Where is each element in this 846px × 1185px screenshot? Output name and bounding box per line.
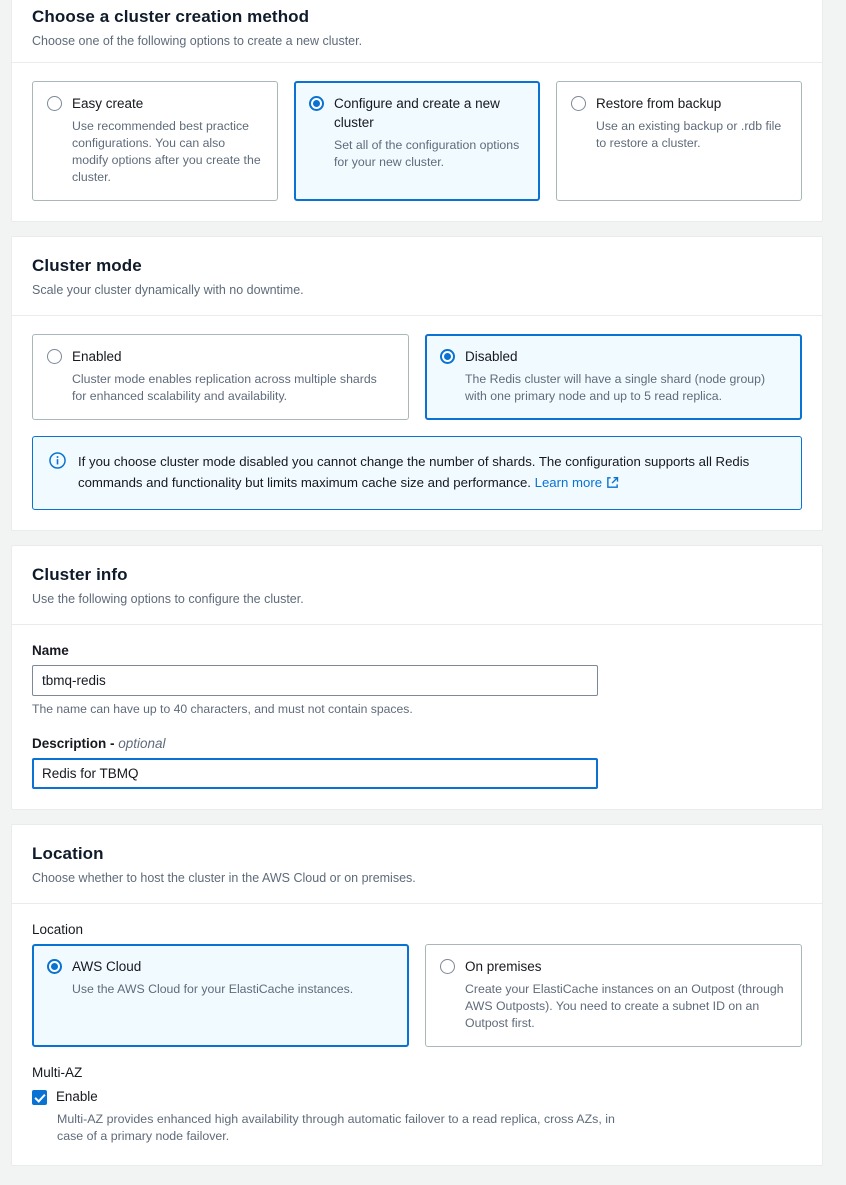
cluster-info-title: Cluster info: [32, 565, 128, 584]
radio-restore-from-backup[interactable]: [571, 96, 586, 111]
option-on-premises[interactable]: [425, 944, 802, 1047]
option-cluster-mode-disabled[interactable]: [425, 334, 802, 420]
option-easy-create-label: Easy create: [72, 96, 144, 111]
cluster-info-header: [12, 546, 822, 624]
description-label: [32, 736, 802, 751]
description-optional-text: optional: [118, 736, 166, 751]
option-cluster-mode-enabled-label: Enabled: [72, 349, 122, 364]
description-label-text: Description -: [32, 736, 119, 751]
option-on-premises-label: On premises: [465, 959, 542, 974]
cluster-mode-body: [12, 316, 822, 420]
radio-on-premises[interactable]: [440, 959, 455, 974]
location-field-label: Location: [32, 922, 84, 937]
option-cluster-mode-enabled[interactable]: [32, 334, 409, 420]
option-restore-from-backup-text: [596, 94, 787, 152]
option-easy-create[interactable]: [32, 81, 278, 201]
option-configure-create[interactable]: [294, 81, 540, 201]
multi-az-label: Multi-AZ: [32, 1065, 83, 1080]
option-configure-create-label: Configure and create a new cluster: [334, 96, 500, 130]
cluster-mode-title: Cluster mode: [32, 256, 142, 275]
radio-easy-create[interactable]: [47, 96, 62, 111]
cluster-mode-info-message: If you choose cluster mode disabled you cannot change the number of shards. The configuration supports all Redis commands and functionality but limits maximum cache size and performance.: [78, 454, 750, 490]
option-aws-cloud-desc: Use the AWS Cloud for your ElastiCache instances.: [72, 982, 354, 996]
option-easy-create-text: [72, 94, 263, 186]
name-hint: The name can have up to 40 characters, and must not contain spaces.: [32, 702, 413, 716]
card-cluster-info: [11, 545, 823, 810]
multi-az-checkbox[interactable]: [32, 1090, 47, 1105]
option-restore-from-backup[interactable]: [556, 81, 802, 201]
cluster-info-body: [12, 625, 822, 809]
location-body: [12, 904, 822, 1165]
description-input[interactable]: [32, 758, 598, 789]
card-location: [11, 824, 823, 1166]
option-on-premises-text: [465, 957, 787, 1032]
multi-az-enable-row[interactable]: [32, 1088, 802, 1106]
creation-method-header: [12, 0, 822, 62]
location-subtitle: Choose whether to host the cluster in the AWS Cloud or on premises.: [32, 871, 416, 885]
option-configure-create-desc: Set all of the configuration options for your new cluster.: [334, 138, 520, 169]
option-easy-create-desc: Use recommended best practice configurations. You can also modify options after you create the cluster.: [72, 119, 261, 184]
multi-az-enable-label: Enable: [56, 1089, 98, 1104]
cluster-mode-info-alert: [32, 436, 802, 510]
learn-more-link[interactable]: Learn more: [534, 475, 603, 490]
location-options: [32, 944, 802, 1047]
location-title: Location: [32, 844, 104, 863]
creation-method-subtitle: Choose one of the following options to create a new cluster.: [32, 34, 363, 48]
cluster-mode-subtitle: Scale your cluster dynamically with no downtime.: [32, 283, 304, 297]
option-cluster-mode-disabled-desc: The Redis cluster will have a single shard (node group) with one primary node and up to 5 read replica.: [465, 372, 766, 403]
option-cluster-mode-enabled-text: [72, 347, 394, 405]
radio-cluster-mode-disabled[interactable]: [440, 349, 455, 364]
location-header: [12, 825, 822, 903]
name-label: Name: [32, 643, 69, 658]
info-icon: [49, 452, 66, 469]
option-aws-cloud-text: [72, 957, 394, 998]
cluster-mode-options: [32, 334, 802, 420]
creation-method-options: [32, 81, 802, 201]
option-cluster-mode-disabled-label: Disabled: [465, 349, 518, 364]
creation-method-body: [12, 63, 822, 221]
option-aws-cloud[interactable]: [32, 944, 409, 1047]
option-restore-from-backup-desc: Use an existing backup or .rdb file to restore a cluster.: [596, 119, 782, 150]
cluster-mode-header: [12, 237, 822, 315]
option-on-premises-desc: Create your ElastiCache instances on an Outpost (through AWS Outposts). You need to create a subnet ID on an Outpost first.: [465, 982, 784, 1030]
multi-az-description: Multi-AZ provides enhanced high availability through automatic failover to a read replica, cross AZs, in case of a primary node failover.: [57, 1112, 615, 1143]
option-configure-create-text: [334, 94, 525, 171]
card-cluster-mode: [11, 236, 823, 531]
page-title: Choose a cluster creation method: [32, 7, 310, 26]
cluster-info-subtitle: Use the following options to configure the cluster.: [32, 592, 304, 606]
cluster-mode-info-text: [78, 451, 785, 495]
name-input[interactable]: [32, 665, 598, 696]
external-link-icon[interactable]: [606, 474, 619, 495]
option-restore-from-backup-label: Restore from backup: [596, 96, 722, 111]
radio-aws-cloud[interactable]: [47, 959, 62, 974]
card-creation-method: [11, 0, 823, 222]
option-cluster-mode-disabled-text: [465, 347, 787, 405]
option-cluster-mode-enabled-desc: Cluster mode enables replication across multiple shards for enhanced scalability and availability.: [72, 372, 377, 403]
option-aws-cloud-label: AWS Cloud: [72, 959, 142, 974]
radio-configure-create[interactable]: [309, 96, 324, 111]
radio-cluster-mode-enabled[interactable]: [47, 349, 62, 364]
